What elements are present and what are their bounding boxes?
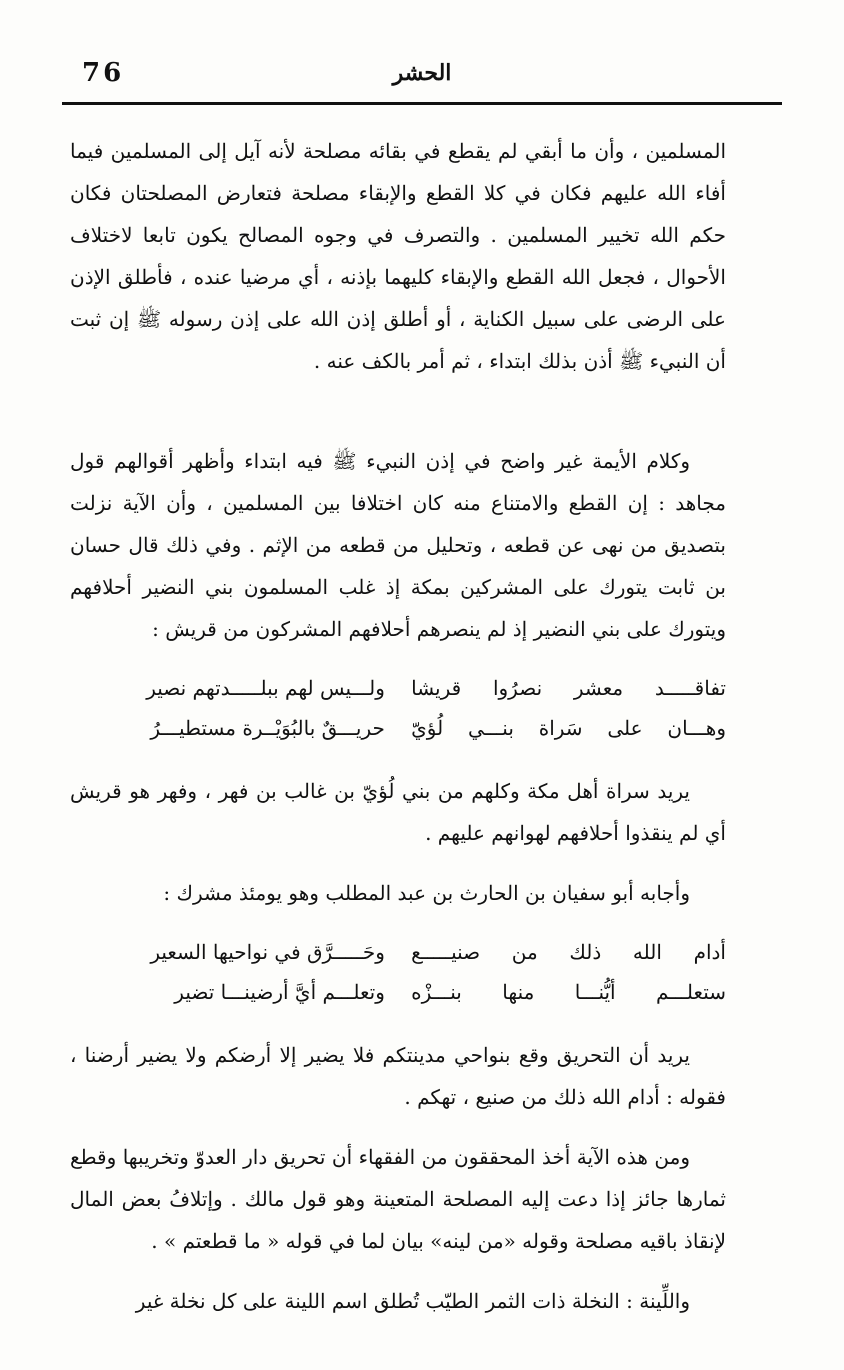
hemistich-second: وتعلـــم أيَّ أرضينـــا تضير — [174, 980, 385, 1004]
page-number: 76 — [82, 58, 125, 88]
poem-line — [70, 932, 726, 972]
hemistich-first: تفاقـــــد معشر نصرُوا قريشا — [411, 676, 726, 700]
page-header — [62, 58, 782, 98]
paragraph-gap — [70, 400, 726, 440]
paragraph: يريد سراة أهل مكة وكلهم من بني لُؤيّ بن غالب بن فهر ، وفهر هو قريش أي لم ينقذوا أحلافهم لهوانهم عليهم . — [70, 779, 726, 845]
poem-line — [70, 668, 726, 708]
paragraph: وكلام الأيمة غير واضح في إذن النبيء ﷺ فيه ابتداء وأظهر أقوالهم قول مجاهد : إن القطع والامتناع منه كان اختلافا بين المسلمين ، وأن الآية نزلت بتصديق من نهى عن قطعه ، وتحليل من قطعه من الإثم . وفي ذلك قال حسان بن ثابت يتورك على المشركين بمكة إذ غلب المسلمون بني النضير أحلافهم ويتورك على بني النضير إذ لم ينصرهم أحلافهم المشركون من قريش : — [70, 449, 726, 641]
paragraph: واللِّينة : النخلة ذات الثمر الطيّب تُطلق اسم اللينة على كل نخلة غير — [135, 1289, 690, 1313]
running-title: الحشر — [392, 60, 452, 86]
poem-hassan — [70, 668, 726, 748]
hemistich-second: ولـــيس لهم ببلـــــدتهم نصير — [146, 676, 385, 700]
paragraph: وأجابه أبو سفيان بن الحارث بن عبد المطلب وهو يومئذ مشرك : — [163, 881, 690, 905]
paragraph: يريد أن التحريق وقع بنواحي مدينتكم فلا يضير إلا أرضكم ولا يضير أرضنا ، فقوله : أدام الله ذلك من صنيع ، تهكم . — [70, 1043, 726, 1109]
hemistich-first: وهـــان على سَراة بنـــي لُؤيّ — [411, 716, 726, 740]
paragraph: المسلمين ، وأن ما أبقي لم يقطع في بقائه مصلحة لأنه آيل إلى المسلمين فيما أفاء الله عليهم فكان في كلا القطع والإبقاء مصلحة فتعارض المصلحتان فكان حكم الله تخيير المسلمين . والتصرف في وجوه المصالح يكون تابعا لاختلاف الأحوال ، فجعل الله القطع والإبقاء كليهما بإذنه ، أي مرضيا عنده ، فأطلق الإذن على الرضى على سبيل الكناية ، أو أطلق إذن الله على إذن رسوله ﷺ إن ثبت أن النبيء ﷺ أذن بذلك ابتداء ، ثم أمر بالكف عنه . — [70, 139, 726, 373]
hemistich-second: وحَـــــرَّق في نواحيها السعير — [150, 940, 385, 964]
poem-abu-sufyan — [70, 932, 726, 1012]
header-rule — [62, 102, 782, 105]
poem-line — [70, 708, 726, 748]
paragraph: ومن هذه الآية أخذ المحققون من الفقهاء أن تحريق دار العدوّ وتخريبها وقطع ثمارها جائز إذا دعت إليه المصلحة المتعينة وهو قول مالك . وإتلافُ بعض المال لإنقاذ باقيه مصلحة وقوله «من لينه» بيان لما في قوله « ما قطعتم » . — [70, 1145, 726, 1253]
hemistich-first: ستعلـــم أيُّنـــا منها بنـــزْه — [411, 980, 726, 1004]
body-text — [70, 130, 726, 1340]
hemistich-second: حريـــقٌ بالبُوَيْــرة مستطيـــرُ — [150, 716, 385, 740]
poem-line — [70, 972, 726, 1012]
hemistich-first: أدام الله ذلك من صنيـــــع — [411, 940, 726, 964]
